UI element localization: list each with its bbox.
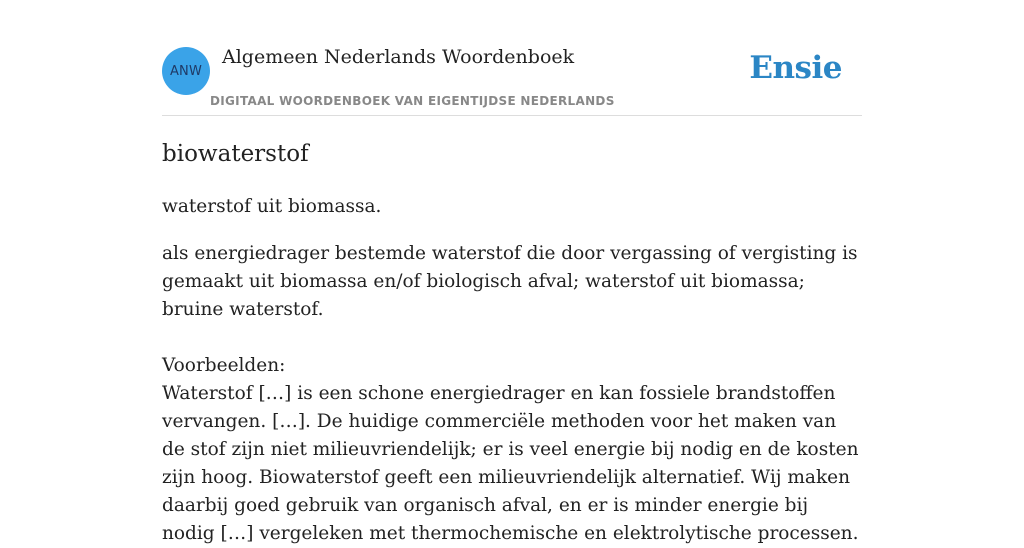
site-subtitle: DIGITAAL WOORDENBOEK VAN EIGENTIJDSE NEDERLANDS: [210, 94, 615, 108]
site-title[interactable]: Algemeen Nederlands Woordenboek: [222, 46, 575, 68]
entry-content: [162, 193, 862, 548]
ensie-brand-link[interactable]: Ensie: [749, 50, 842, 86]
page: [162, 0, 862, 544]
example-text: Waterstof […] is een schone energiedrager en kan fossiele brandstoffen vervangen. […]. De huidige commerciële methoden voor het maken van de stof zijn niet milieuvriendelijk; er is veel energie bij nodig en de kosten zijn hoog. Biowaterstof geeft een milieuvriendelijk alternatief. Wij maken daarbij goed gebruik van organisch afval, en er is minder energie bij nodig […] vergeleken met thermochemische en elektrolytische processen.: [162, 383, 859, 544]
examples-block: [162, 352, 862, 548]
long-definition: als energiedrager bestemde waterstof die door vergassing of vergisting is gemaakt uit biomassa en/of biologisch afval; waterstof uit biomassa; bruine waterstof.: [162, 243, 858, 320]
anw-logo-text: ANW: [169, 63, 203, 79]
short-definition: waterstof uit biomassa.: [162, 196, 382, 217]
examples-label: Voorbeelden:: [162, 355, 286, 376]
page-title: biowaterstof: [162, 141, 309, 167]
site-header: [162, 0, 862, 116]
anw-logo[interactable]: [162, 47, 210, 95]
